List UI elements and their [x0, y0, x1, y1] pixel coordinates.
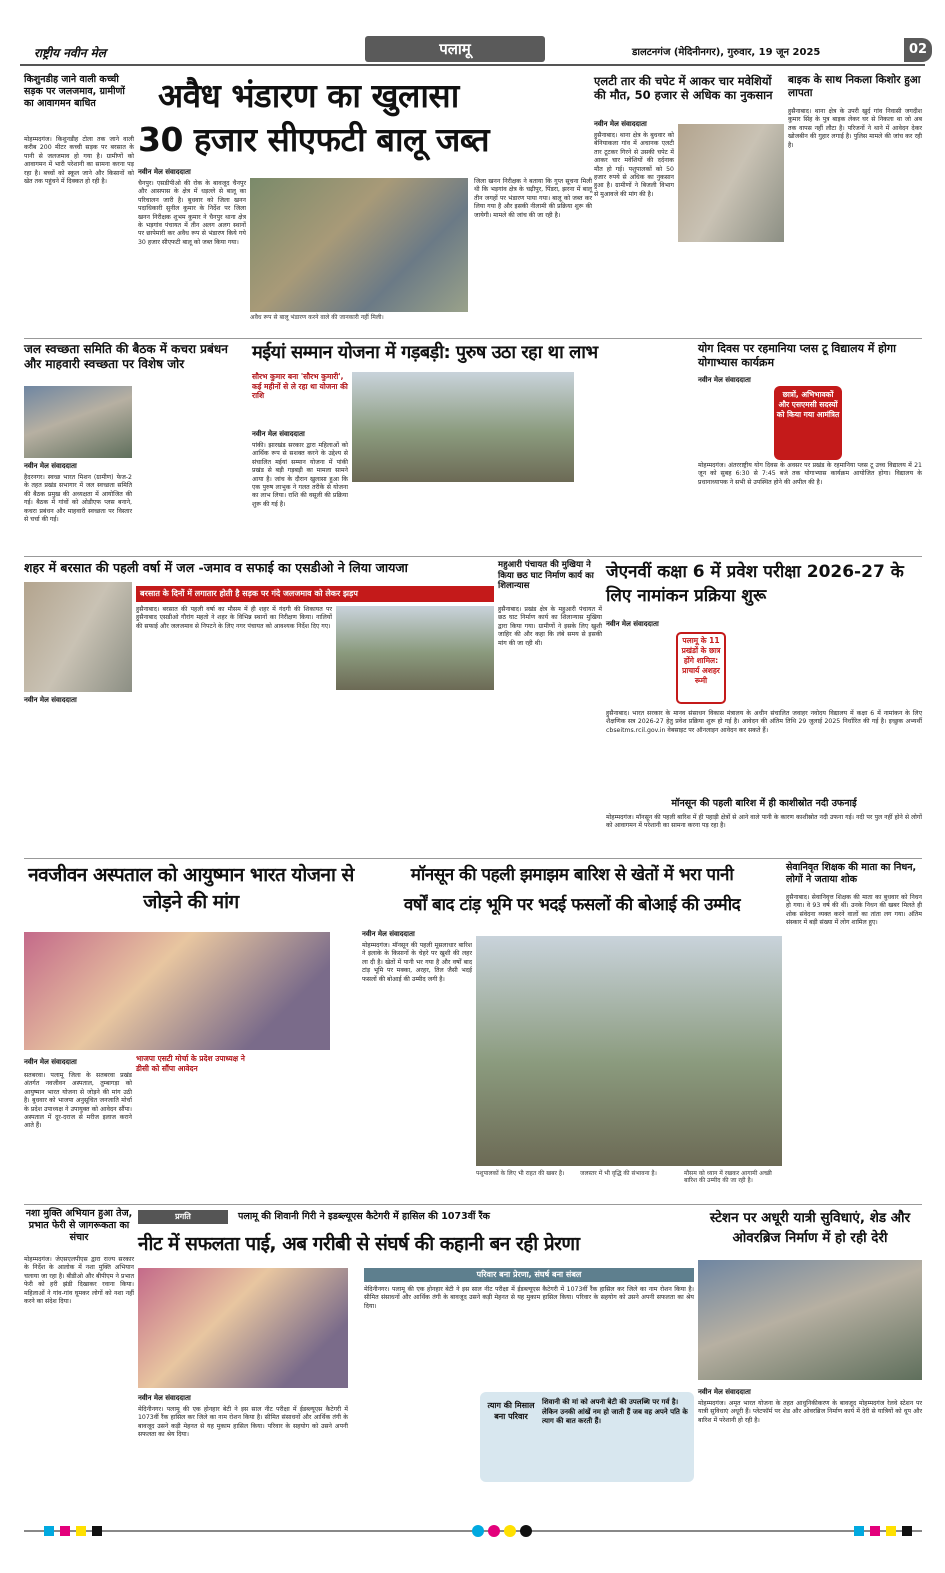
story-maiyan-yojana [252, 342, 692, 554]
story-monsoon-rain [362, 862, 782, 1202]
story-body: मोहम्मदगंज। अमृत भारत योजना के तहत आधुनिकीकरण के बावजूद मोहम्मदगंज रेलवे स्टेशन पर यात्री सुविधाएं अधूरी हैं। प्लेटफॉर्म पर शेड और ओवरब्रिज निर्माण कार्य में देरी से यात्रियों को धूप और बारिश में परेशानी हो रही है। [698, 1400, 922, 1424]
section-label: पलामू [365, 36, 545, 62]
story-missing-teen [788, 74, 922, 336]
story-photo [698, 1260, 922, 1380]
lead-story [138, 74, 592, 336]
lead-byline: नवीन मेल संवाददाता [138, 168, 191, 176]
lead-title-2: 30 हजार सीएफटी बालू जब्त [138, 120, 490, 159]
story-byline: नवीन मेल संवाददाता [698, 376, 751, 384]
story-byline: नवीन मेल संवाददाता [606, 620, 659, 628]
swatch-black-r [902, 1526, 912, 1536]
lead-title-1: अवैध भंडारण का खुलासा [158, 76, 459, 115]
story-byline: नवीन मेल संवाददाता [24, 696, 77, 704]
dot-cyan [472, 1525, 484, 1537]
lead-photo [250, 178, 468, 312]
story-photo [24, 386, 132, 458]
story-body-2: मेदिनीनगर। पलामू की एक होनहार बेटी ने इस साल नीट परीक्षा में ईडब्ल्यूएस कैटेगरी में 1073वीं रैंक हासिल कर जिले का नाम रोशन किया है। सीमित संसाधनों और आर्थिक तंगी के बावजूद उसने कड़ी मेहनत से यह मुकाम हासिल किया। परिवार के सहयोग को उसने अपनी सफलता का श्रेय दिया। [364, 1286, 694, 1310]
row-divider [24, 1204, 922, 1205]
story-photo [678, 124, 784, 242]
registration-bar [24, 1524, 922, 1538]
dot-magenta [488, 1525, 500, 1537]
story-body: हुसैनाबाद। भारत सरकार के मानव संसाधन विकास मंत्रालय के अधीन संचालित जवाहर नवोदय विद्यालय में कक्षा 6 में नामांकन के लिए शैक्षणिक सत्र 2026-27 हेतु प्रवेश प्रक्रिया शुरू हो गई है। आवेदन की अंतिम तिथि 29 जुलाई 2025 निर्धारित की गई है। इच्छुक अभ्यर्थी cbseitms.rcil.gov.in वेबसाइट पर ऑनलाइन आवेदन कर सकते हैं। [606, 710, 922, 734]
story-yoga-day [698, 342, 922, 554]
story-title: मईयां सम्मान योजना में गड़बड़ी: पुरुष उठा रहा था लाभ [252, 342, 598, 363]
lead-caption: अवैध रूप से बालू भंडारण करने वाले की जानकारी नहीं मिली। [250, 314, 384, 321]
row-divider [24, 556, 922, 557]
story-photo [24, 932, 330, 1050]
page-number: 02 [904, 38, 932, 62]
highlight-box: पलामू के 11 प्रखंडों के छात्र होंगे शामिल: प्राचार्य अशहर रूमी [676, 632, 726, 704]
swatch-cyan-r [854, 1526, 864, 1536]
story-title: एलटी तार की चपेट में आकर चार मवेशियों की मौत, 50 हजार से अधिक का नुकसान [594, 74, 773, 102]
story-title: शहर में बरसात की पहली वर्षा में जल -जमाव व सफाई का एसडीओ ने लिया जायजा [24, 560, 408, 575]
swatch-magenta-r [870, 1526, 880, 1536]
story-kashisrot-river [606, 798, 922, 856]
story-byline: नवीन मेल संवाददाता [698, 1388, 751, 1396]
quote-text: शिवानी की मां को अपनी बेटी की उपलब्धि पर गर्व है। लेकिन उनकी आंखें नम हो जाती हैं जब वह अपने पति के त्याग की बात करती हैं। [542, 1398, 688, 1425]
story-water-committee [24, 342, 248, 554]
tag-pragati: प्रगति [138, 1210, 228, 1224]
story-body: हुसैनाबाद। सेवानिवृत्त शिक्षक की माता का बुधवार को निधन हो गया। वे 93 वर्ष की थीं। उनके निधन की खबर मिलते ही शोक संवेदना व्यक्त करने वालों का तांता लग गया। अंतिम संस्कार में बड़ी संख्या में लोग शामिल हुए। [786, 894, 922, 927]
story-nasha-mukti [24, 1208, 134, 1520]
lead-body-2: जिला खनन निरीक्षक ने बताया कि गुप्त सूचना मिली थी कि भड़गांव क्षेत्र के चढ़ीपुर, पिंडरा, झरना में बालू तीन जगहों पर भंडारण पाया गया। बालू को जब्त कर लिया गया है और इसकी नीलामी की प्रक्रिया शुरू की जायेगी। मामले की जांच की जा रही है। [474, 178, 592, 219]
dateline: डालटनगंज (मेदिनीनगर), गुरुवार, 19 जून 2025 [632, 47, 821, 58]
story-title: मॉनसून की पहली बारिश में ही काशीस्रोत नदी उफनाई [671, 798, 857, 809]
story-sub: भाजपा एसटी मोर्चा के प्रदेश उपाध्यक्ष ने डीसी को सौंपा आवेदन [136, 1054, 245, 1073]
swatch-cyan [44, 1526, 54, 1536]
story-title-2: वर्षों बाद टांड़ भूमि पर भदई फसलों की बोआई की उम्मीद [403, 895, 741, 915]
story-title: जल स्वच्छता समिति की बैठक में कचरा प्रबंधन और माहवारी स्वच्छता पर विशेष जोर [24, 342, 228, 371]
dot-black [520, 1525, 532, 1537]
story-photo-2 [336, 606, 494, 690]
story-byline: नवीन मेल संवाददाता [138, 1394, 191, 1402]
story-body: मोहम्मदगंज। अंतरराष्ट्रीय योग दिवस के अवसर पर प्रखंड के रहमानिया प्लस टू उच्च विद्यालय में 21 जून को सुबह 6:30 से 7:45 बजे तक योगाभ्यास कार्यक्रम आयोजित होगा। विद्यालय के प्रधानाध्यापक ने सभी से उपस्थित होने की अपील की है। [698, 462, 922, 486]
story-sdo-inspection [24, 560, 494, 856]
swatch-yellow [76, 1526, 86, 1536]
highlight-box: छात्रों, अभिभावकों और एसएमसी सदस्यों को किया गया आमंत्रित [774, 386, 842, 460]
story-title: नशा मुक्ति अभियान हुआ तेज, प्रभात फेरी से जागरूकता का संचार [25, 1208, 133, 1243]
caption-2: जलस्तर में भी वृद्धि की संभावना है। [580, 1170, 657, 1177]
lead-body-1: चैनपुर। एसडीपीओ की रोक के बावजूद चैनपुर और आसपास के क्षेत्र में धड़ल्ले से बालू का परिचालन जारी है। बुधवार को जिला खनन पदाधिकारी सुनील कुमार के निर्देश पर जिला खनन निरीक्षक शुभम कुमार ने चैनपुर थाना क्षेत्र के भड़गांव पंचायत में तीन अलग अलग स्थानों पर छापेमारी कर अवैध रूप से भंडारण किये गये 30 हजार सीएफटी बालू को जब्त किया गया। [138, 180, 246, 246]
caption-1: पशुपालकों के लिए भी राहत की खबर है। [476, 1170, 565, 1177]
swatch-black [92, 1526, 102, 1536]
red-banner: बरसात के दिनों में लगातार होती है सड़क पर गंदे जलजमाव को लेकर झड़प [136, 586, 494, 602]
story-body: हुसैनाबाद। थाना क्षेत्र के उपरी खुर्द गांव निवासी जगदीश कुमार सिंह के पुत्र बाइक लेकर घर से निकला था जो अब तक वापस नहीं लौटा है। परिजनों ने थाने में आवेदन देकर खोजबीन की गुहार लगाई है। पुलिस मामले की जांच कर रही है। [788, 108, 922, 149]
story-body: हैदरनगर। स्वच्छ भारत मिशन (ग्रामीण) फेज-2 के तहत प्रखंड सभागार में जल स्वच्छता समिति की बैठक प्रमुख की अध्यक्षता में आयोजित की गई। बैठक में गांवों को ओडीएफ प्लस बनाने, कचरा प्रबंधन और माहवारी स्वच्छता पर विस्तार से चर्चा की गई। [24, 474, 132, 524]
story-title: सेवानिवृत शिक्षक की माता का निधन, लोगों ने जताया शोक [786, 862, 917, 885]
story-title: जेएनवीं कक्षा 6 में प्रवेश परीक्षा 2026-27 के लिए नामांकन प्रक्रिया शुरू [606, 562, 904, 606]
story-body: मोहम्मदगंज। किशुनडीह टोला तक जाने वाली करीब 200 मीटर कच्ची सड़क पर बरसात के पानी से जलजमाव हो गया है। ग्रामीणों को आवागमन में भारी परेशानी का सामना करना पड़ रहा है। बच्चों को स्कूल जाने और किसानों को खेत तक पहुंचने में दिक्कत हो रही है। [24, 136, 134, 186]
story-title: योग दिवस पर रहमानिया प्लस टू विद्यालय में होगा योगाभ्यास कार्यक्रम [698, 342, 896, 369]
swatch-yellow-r [886, 1526, 896, 1536]
story-body: हुसैनाबाद। बरसात की पहली वर्षा का मौसम में ही शहर में गंदगी की शिकायत पर हुसैनाबाद एसडीओ गौरांग महतो ने शहर के विभिन्न स्थानों का निरीक्षण किया। नालियों की सफाई और जलजमाव से निपटने के लिए नगर पंचायत को आवश्यक निर्देश दिए गए। [136, 606, 332, 630]
quote-head: त्याग की मिसाल बना परिवार [487, 1401, 535, 1421]
story-title: नीट में सफलता पाई, अब गरीबी से संघर्ष की कहानी बन रही प्रेरणा [138, 1233, 580, 1255]
story-neet-success [138, 1208, 694, 1520]
story-jnv-admission [606, 560, 922, 796]
story-title: बाइक के साथ निकला किशोर हुआ लापता [788, 74, 921, 99]
caption-3: मौसम को ध्यान में रखकर आगामी अच्छी बारिश की उम्मीद की जा रही है। [684, 1170, 772, 1184]
story-byline: नवीन मेल संवाददाता [24, 1058, 77, 1066]
story-photo [24, 582, 132, 692]
story-body: हुसैनाबाद। थाना क्षेत्र के बुधवार को बेनियाकला गांव में अचानक एलटी तार टूटकर गिरने से उसकी चपेट में आकर चार मवेशियों की दर्दनाक मौत हो गई। पशुपालकों को 50 हजार रुपये से अधिक का नुकसान हुआ है। ग्रामीणों ने बिजली विभाग से मुआवजे की मांग की है। [594, 132, 674, 198]
story-photo [138, 1268, 348, 1388]
story-station-facilities [698, 1208, 922, 1520]
story-kicker: पलामू की शिवानी गिरी ने इडब्ल्यूएस कैटेगरी में हासिल की 1073वीं रैंक [238, 1211, 490, 1222]
swatch-magenta [60, 1526, 70, 1536]
story-chhath-ghat [498, 560, 602, 856]
dot-yellow [504, 1525, 516, 1537]
story-title: महुआरी पंचायत की मुखिया ने किया छठ घाट निर्माण कार्य का शिलान्यास [498, 560, 594, 591]
story-body: मोहम्मदगंज। जेएसएलपीएस द्वारा राज्य सरकार के निर्देश के आलोक में नशा मुक्ति अभियान चलाया जा रहा है। बीडीओ और बीपीएम ने प्रभात फेरी को हरी झंडी दिखाकर रवाना किया। महिलाओं ने गांव-गांव घूमकर लोगों को नशा नहीं करने का संदेश दिया। [24, 1256, 134, 1306]
story-title: स्टेशन पर अधूरी यात्री सुविधाएं, शेड और ओवरब्रिज निर्माण में हो रही देरी [709, 1210, 911, 1246]
masthead [20, 34, 928, 66]
story-band: परिवार बना प्रेरणा, संघर्ष बना संबल [364, 1268, 694, 1282]
story-byline: नवीन मेल संवाददाता [252, 430, 305, 438]
story-body: मेदिनीनगर। पलामू की एक होनहार बेटी ने इस साल नीट परीक्षा में ईडब्ल्यूएस कैटेगरी में 1073वीं रैंक हासिल कर जिले का नाम रोशन किया है। सीमित संसाधनों और आर्थिक तंगी के बावजूद उसने कड़ी मेहनत से यह मुकाम हासिल किया। परिवार के सहयोग को उसने अपनी सफलता का श्रेय दिया। [138, 1406, 348, 1439]
paper-name: राष्ट्रीय नवीन मेल [34, 46, 106, 60]
story-title: किशुनडीह जाने वाली कच्ची सड़क पर जलजमाव, ग्रामीणों का आवागमन बाधित [24, 74, 125, 109]
story-body: सतबरवा। पलामू जिला के सतबरवा प्रखंड अंतर्गत नवजीवन अस्पताल, तुम्बागड़ा को आयुष्मान भारत योजना से जोड़ने की मांग उठी है। बुधवार को भाजपा अनुसूचित जनजाति मोर्चा के प्रदेश उपाध्यक्ष ने उपायुक्त को आवेदन सौंपा। अस्पताल में दूर-दराज से मरीज इलाज कराने आते हैं। [24, 1072, 132, 1130]
story-photo [352, 372, 574, 482]
story-body: मोहम्मदगंज। मॉनसून की पहली बारिश में ही पहाड़ी क्षेत्रों से आने वाले पानी के कारण काशीस्रोत नदी उफना गई। नदी पर पुल नहीं होने से लोगों को आवागमन में परेशानी का सामना करना पड़ रहा है। [606, 814, 922, 830]
story-byline: नवीन मेल संवाददाता [24, 462, 77, 470]
story-sub: सौरभ कुमार बना 'सौरभ कुमारी', कई महीनों से ले रहा था योजना की राशि [252, 372, 348, 400]
masthead-rule [20, 64, 925, 66]
story-lt-wire [594, 74, 784, 336]
row-divider [24, 338, 922, 339]
story-byline: नवीन मेल संवाददाता [362, 930, 415, 938]
quote-box [480, 1392, 694, 1482]
story-title: नवजीवन अस्पताल को आयुष्मान भारत योजना से जोड़ने की मांग [28, 864, 354, 913]
story-kishundih [24, 74, 134, 336]
story-photo [476, 936, 782, 1166]
story-byline: नवीन मेल संवाददाता [594, 120, 647, 128]
row-divider [24, 858, 922, 859]
story-body: मोहम्मदगंज। मॉनसून की पहली मूसलाधार बारिश ने इलाके के किसानों के चेहरे पर खुशी की लहर ला दी है। खेतों में पानी भर गया है और वर्षों बाद टांड़ भूमि पर मक्का, अरहर, तिल जैसी भदई फसलों की बोआई की उम्मीद जगी है। [362, 942, 472, 983]
story-body: हुसैनाबाद। प्रखंड क्षेत्र के महुआरी पंचायत में छठ घाट निर्माण कार्य का शिलान्यास मुखिया द्वारा किया गया। ग्रामीणों ने इसके लिए खुशी जाहिर की और कहा कि लंबे समय से इसकी मांग की जा रही थी। [498, 606, 602, 647]
story-body: पांकी। झारखंड सरकार द्वारा महिलाओं को आर्थिक रूप से सशक्त करने के उद्देश्य से संचालित मईयां सम्मान योजना में पांकी प्रखंड से बड़ी गड़बड़ी का मामला सामने आया है। जांच के दौरान खुलासा हुआ कि एक पुरुष लाभुक ने गलत तरीके से योजना का लाभ लिया। राशि की वसूली की प्रक्रिया शुरू की गई है। [252, 442, 348, 508]
story-teacher-mother [786, 862, 922, 1202]
story-title-1: मॉनसून की पहली झमाझम बारिश से खेतों में भरा पानी [410, 865, 734, 885]
story-navjivan-hospital [24, 862, 358, 1202]
